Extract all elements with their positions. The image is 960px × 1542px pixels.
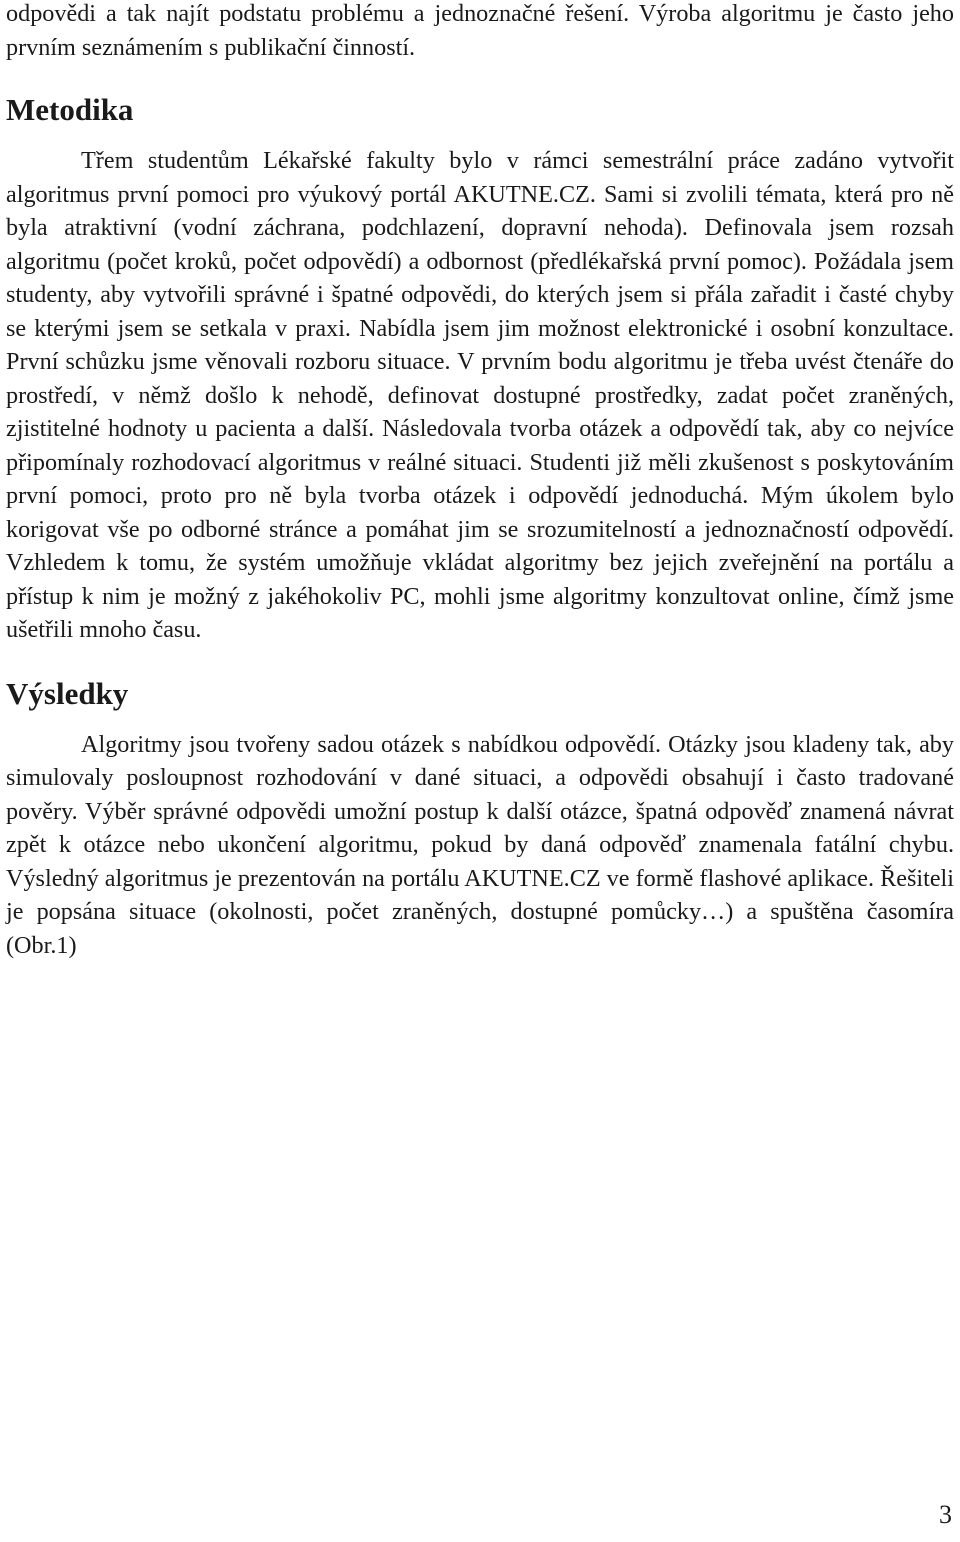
section-heading-vysledky: Výsledky (6, 675, 129, 711)
page-number: 3 (939, 1500, 952, 1529)
intro-paragraph: odpovědi a tak najít podstatu problému a jednoznačné řešení. Výroba algoritmu je často jeho prvním seznámením s publikační činností. (6, 0, 954, 61)
metodika-paragraph: Třem studentům Lékařské fakulty bylo v rámci semestrální práce zadáno vytvořit algoritmus první pomoci pro výukový portál AKUTNE.CZ. Sami si zvolili témata, která pro ně byla atraktivní (vodní záchrana, podchlazení, dopravní nehoda). Definovala jsem rozsah algoritmu (počet kroků, počet odpovědí) a odbornost (předlékařská první pomoc). Požádala jsem studenty, aby vytvořili správné i špatné odpovědi, do kterých jsem si přála zařadit i časté chyby se kterými jsem se setkala v praxi. Nabídla jsem jim možnost elektronické i osobní konzultace. První schůzku jsme věnovali rozboru situace. V prvním bodu algoritmu je třeba uvést čtenáře do prostředí, v němž došlo k nehodě, definovat dostupné prostředky, zadat počet zraněných, zjistitelné hodnoty u pacienta a další. Následovala tvorba otázek a odpovědí tak, aby co nejvíce připomínaly rozhodovací algoritmus v reálné situaci. Studenti již měli zkušenost s poskytováním první pomoci, proto pro ně byla tvorba otázek i odpovědí jednoduchá. Mým úkolem bylo korigovat vše po odborné stránce a pomáhat jim se srozumitelností a jednoznačností odpovědí. Vzhledem k tomu, že systém umožňuje vkládat algoritmy bez jejich zveřejnění na portálu a přístup k nim je možný z jakéhokoliv PC, mohli jsme algoritmy konzultovat online, čímž jsme ušetřili mnoho času. (6, 147, 954, 643)
document-page (6, 0, 954, 962)
section-heading-metodika: Metodika (6, 92, 134, 127)
vysledky-paragraph: Algoritmy jsou tvořeny sadou otázek s nabídkou odpovědí. Otázky jsou kladeny tak, aby simulovaly posloupnost rozhodování v dané situaci, a odpovědi obsahují i často tradované pověry. Výběr správné odpovědi umožní postup k další otázce, špatná odpověď znamená návrat zpět k otázce nebo ukončení algoritmu, pokud by daná odpověď znamenala fatální chybu. Výsledný algoritmus je prezentován na portálu AKUTNE.CZ ve formě flashové aplikace. Řešiteli je popsána situace (okolnosti, počet zraněných, dostupné pomůcky…) a spuštěna časomíra (Obr.1) (6, 730, 954, 959)
